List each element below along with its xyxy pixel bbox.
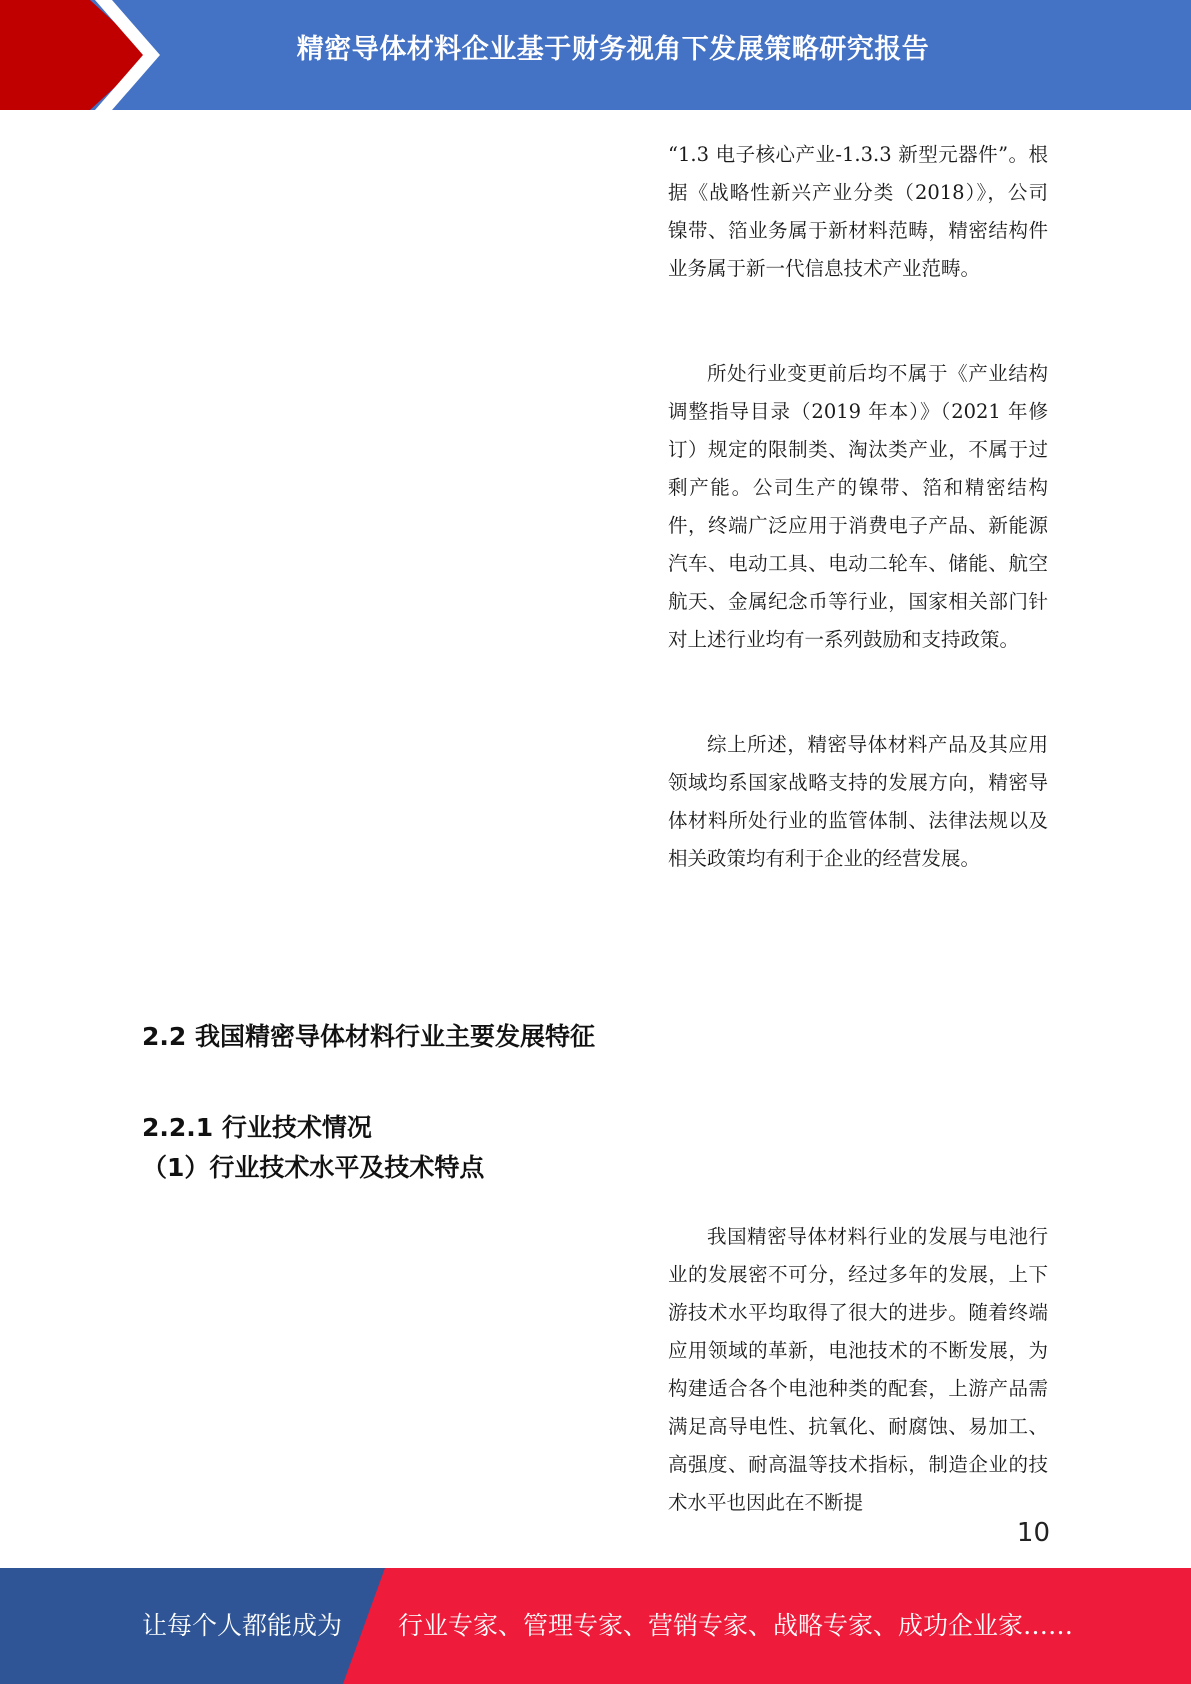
header-red-arrow: [0, 0, 150, 110]
report-title: 精密导体材料企业基于财务视角下发展策略研究报告: [296, 34, 930, 65]
section-heading-2-2: 2.2 我国精密导体材料行业主要发展特征: [142, 1022, 595, 1051]
page-header: [0, 0, 1191, 110]
subsection-heading-tech-level: （1）行业技术水平及技术特点: [142, 1153, 485, 1182]
paragraph-industry-classification: “1.3 电子核心产业-1.3.3 新型元器件”。根据《战略性新兴产业分类（2018）》，公司镍带、箔业务属于新材料范畴，精密结构件业务属于新一代信息技术产业范畴。: [668, 143, 1048, 280]
section-heading-2-2-1: 2.2.1 行业技术情况: [142, 1113, 372, 1142]
footer-slogan-left: 让每个人都能成为: [142, 1611, 343, 1640]
paragraph-policy-compliance: 所处行业变更前后均不属于《产业结构调整指导目录（2019 年本）》（2021 年修订）规定的限制类、淘汰类产业，不属于过剩产能。公司生产的镍带、箔和精密结构件，终端广泛应用于消费电子产品、新能源汽车、电动工具、电动二轮车、储能、航空航天、金属纪念币等行业，国家相关部门针对上述行业均有一系列鼓励和支持政策。: [668, 362, 1048, 651]
page-number: 10: [1016, 1518, 1050, 1548]
page-footer: [0, 1568, 1191, 1684]
paragraph-tech-development: 我国精密导体材料行业的发展与电池行业的发展密不可分，经过多年的发展，上下游技术水平均取得了很大的进步。随着终端应用领域的革新，电池技术的不断发展，为构建适合各个电池种类的配套，上游产品需满足高导电性、抗氧化、耐腐蚀、易加工、高强度、耐高温等技术指标，制造企业的技术水平也因此在不断提: [668, 1225, 1048, 1514]
footer-slogan-right: 行业专家、管理专家、营销专家、战略专家、成功企业家……: [398, 1611, 1074, 1640]
paragraph-summary: 综上所述，精密导体材料产品及其应用领域均系国家战略支持的发展方向，精密导体材料所处行业的监管体制、法律法规以及相关政策均有利于企业的经营发展。: [668, 733, 1048, 870]
